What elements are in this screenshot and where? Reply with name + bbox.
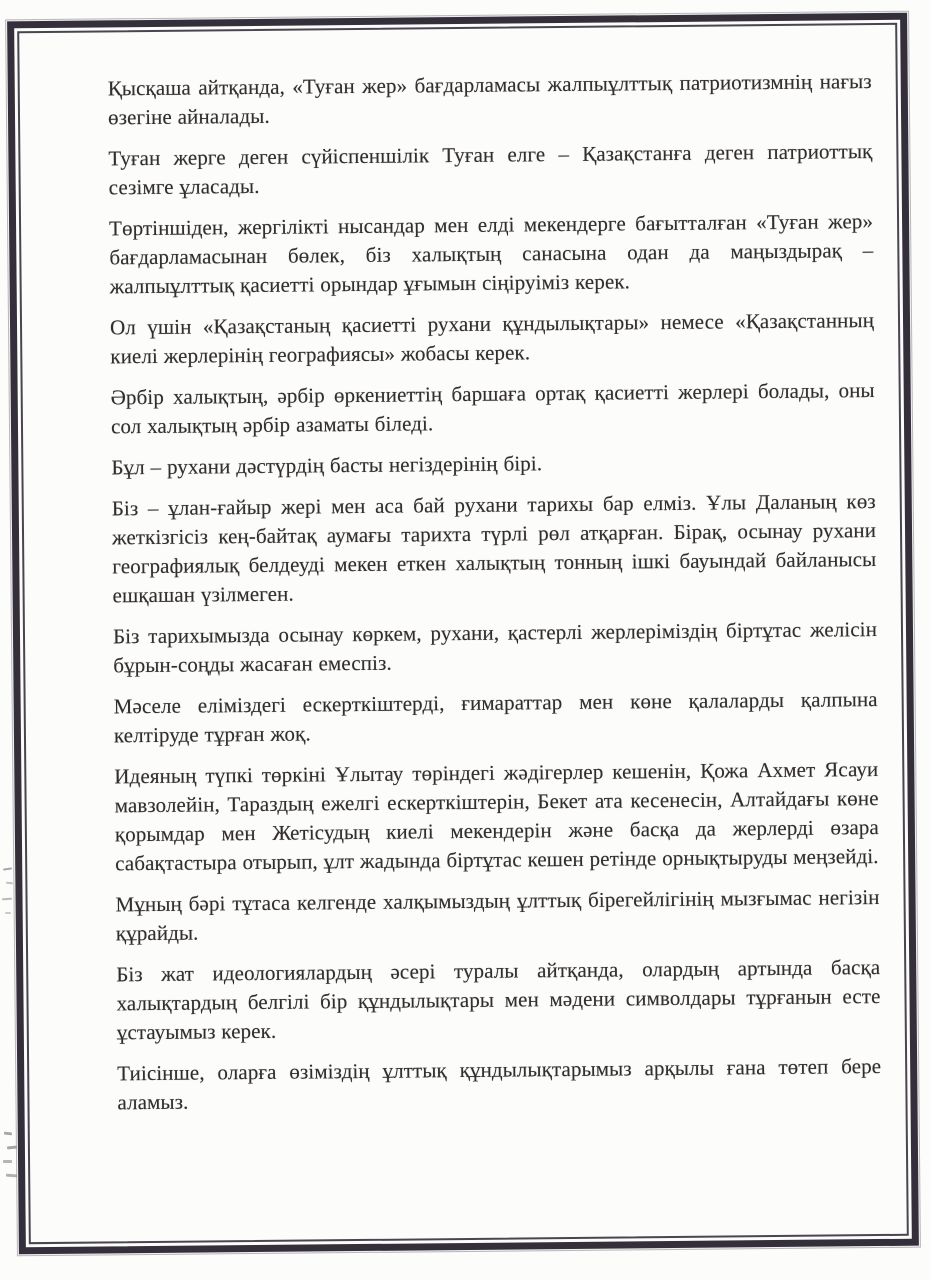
paragraph: Біз жат идеологиялардың әсері туралы айтқанда, олардың артында басқа халықтардың белгілі бір құндылықтары мен мәдени символдары тұрғанын есте ұстауымыз керек. — [116, 955, 881, 1045]
page-border-frame — [7, 13, 919, 1255]
paragraph: Мәселе еліміздегі ескерткіштерді, ғимараттар мен көне қалаларды қалпына келтіруде тұрған жоқ. — [113, 687, 878, 748]
paragraph: Әрбір халықтың, әрбір өркениеттің баршаға ортақ қасиетті жерлері болады, оны сол халықтың әрбір азаматы біледі. — [110, 378, 875, 439]
paragraph: Мұның бәрі тұтаса келгенде халқымыздың ұлттық бірегейлігінің мызғымас негізін құрайды. — [115, 885, 880, 946]
paragraph: Қысқаша айтқанда, «Туған жер» бағдарламасы жалпыұлттық патриотизмнің нағыз өзегіне айналады. — [107, 69, 872, 130]
document-body — [19, 25, 907, 1242]
paragraph: Идеяның түпкі төркіні Ұлытау төріндегі жәдігерлер кешенін, Қожа Ахмет Ясауи мавзолейін, Тараздың ежелгі ескерткіштерін, Бекет ата кесенесін, Алтайдағы көне қорымдар мен Жетісудың киелі мекендерін және басқа да жерлерді өзара сабақтастыра отырып, ұлт жадында біртұтас кешен ретінде орнықтыруды меңзейді. — [114, 757, 879, 876]
paragraph: Туған жерге деген сүйіспеншілік Туған елге – Қазақстанға деген патриоттық сезімге ұласады. — [108, 139, 873, 200]
paragraph: Ол үшін «Қазақстаның қасиетті рухани құндылықтары» немесе «Қазақстанның киелі жерлерінің географиясы» жобасы керек. — [109, 308, 875, 369]
paragraph: Төртіншіден, жергілікті нысандар мен елді мекендерге бағытталған «Туған жер» бағдарламасынан бөлек, біз халықтың санасына одан да маңыздырақ – жалпыұлттық қасиетті орындар ұғымын сіңіруіміз керек. — [108, 209, 874, 299]
paragraph: Тиісінше, оларға өзіміздің ұлттық құндылықтарымыз арқылы ғана төтеп бере аламыз. — [117, 1054, 882, 1115]
page-border-inner-line — [17, 23, 909, 1244]
paragraph: Біз – ұлан-ғайыр жері мен аса бай рухани тарихы бар елміз. Ұлы Даланың көз жеткізгісіз кең-байтақ аумағы тарихта түрлі рөл атқарған. Бірақ, осынау рухани географиялық белдеуді мекен еткен халықтың тонның ішкі бауындай байланысы ешқашан үзілмеген. — [111, 489, 877, 608]
paragraph: Бұл – рухани дәстүрдің басты негіздерінің бірі. — [111, 451, 543, 480]
paragraph: Біз тарихымызда осынау көркем, рухани, қастерлі жерлеріміздің біртұтас желісін бұрын-соңды жасаған емеспіз. — [112, 617, 878, 678]
